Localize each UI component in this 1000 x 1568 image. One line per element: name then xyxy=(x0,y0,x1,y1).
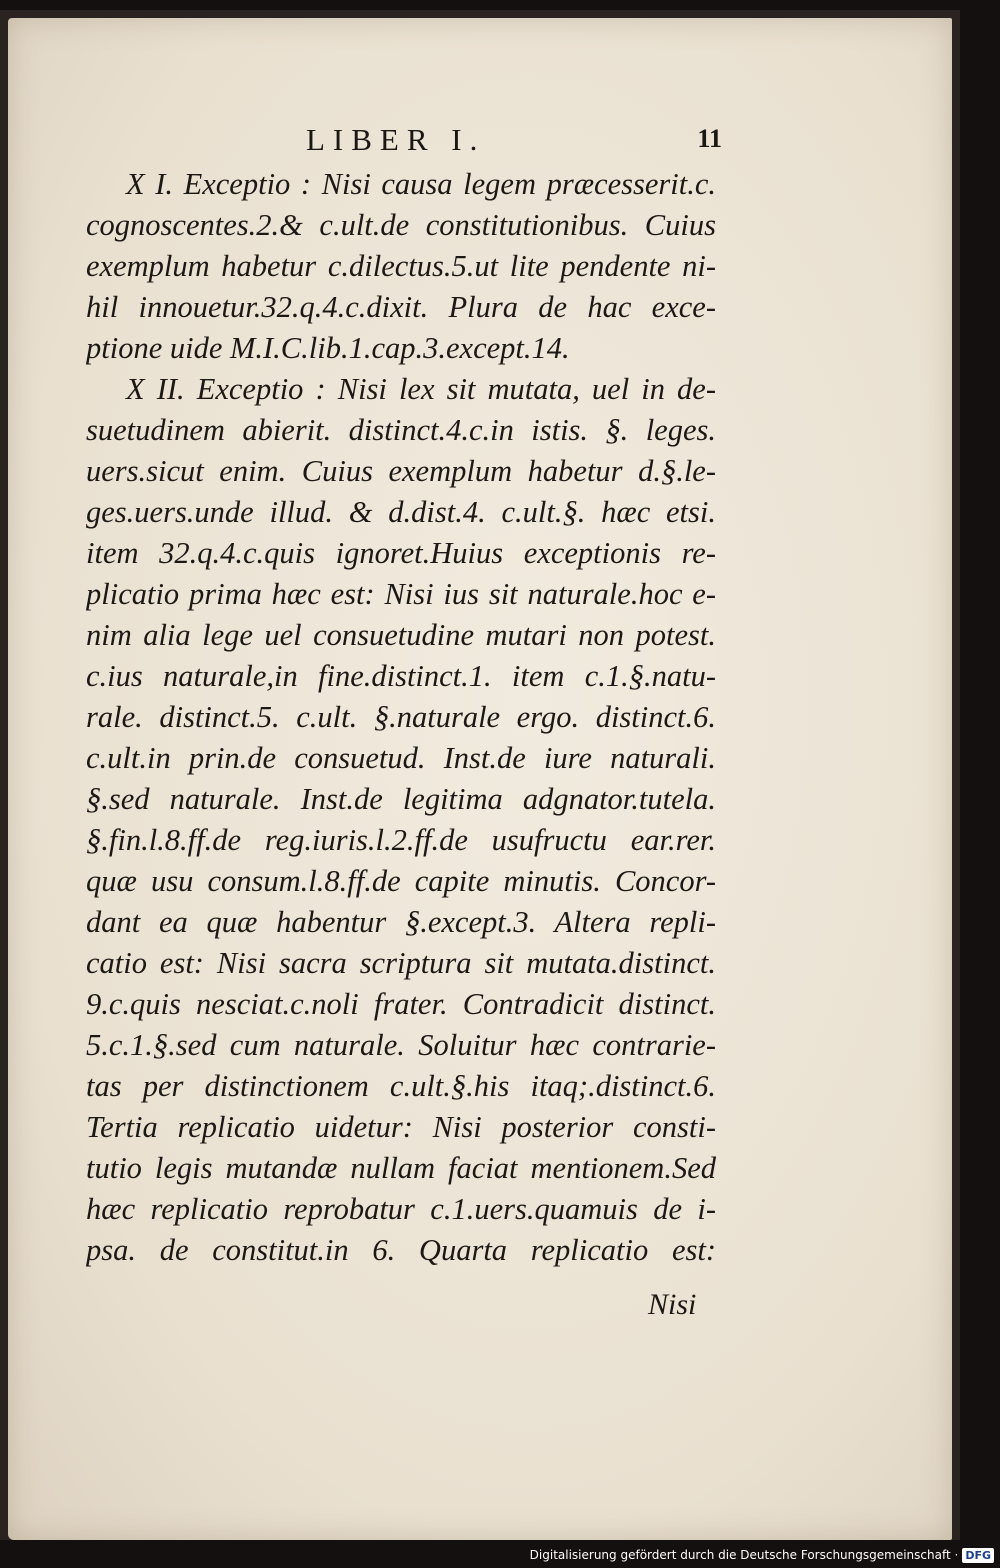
text-line: X II. Exceptio : Nisi lex sit mutata, uel in de- xyxy=(126,372,716,406)
credit-text: Digitalisierung gefördert durch die Deutsche Forschungsgemeinschaft · xyxy=(529,1548,959,1562)
text-line: tas per distinctionem c.ult.§.his itaq;.distinct.6. xyxy=(86,1069,716,1103)
text-line: item 32.q.4.c.quis ignoret.Huius exceptionis re- xyxy=(86,536,716,570)
text-line: nim alia lege uel consuetudine mutari non potest. xyxy=(86,618,716,652)
text-line: c.ius naturale,in fine.distinct.1. item c.1.§.natu- xyxy=(86,659,716,693)
text-line: dant ea quæ habentur §.except.3. Altera repli- xyxy=(86,905,716,939)
folio-number: 11 xyxy=(697,124,722,153)
text-line: catio est: Nisi sacra scriptura sit mutata.distinct. xyxy=(86,946,716,980)
dfg-logo-icon: DFG xyxy=(962,1548,994,1563)
text-line: quæ usu consum.l.8.ff.de capite minutis. Concor- xyxy=(86,864,716,898)
running-title: LIBER I. xyxy=(306,122,486,157)
text-line: tutio legis mutandæ nullam faciat mentionem.Sed xyxy=(86,1151,716,1185)
catchword: Nisi xyxy=(648,1288,697,1321)
text-line: hil innouetur.32.q.4.c.dixit. Plura de hac exce- xyxy=(86,290,716,324)
text-line: X I. Exceptio : Nisi causa legem præcesserit.c. xyxy=(126,167,716,201)
text-line: §.fin.l.8.ff.de reg.iuris.l.2.ff.de usufructu ear.rer. xyxy=(86,823,716,857)
text-line: c.ult.in prin.de consuetud. Inst.de iure naturali. xyxy=(86,741,716,775)
text-line: 9.c.quis nesciat.c.noli frater. Contradicit distinct. xyxy=(86,987,716,1021)
text-line: ges.uers.unde illud. & d.dist.4. c.ult.§. hæc etsi. xyxy=(86,495,716,529)
text-line: §.sed naturale. Inst.de legitima adgnator.tutela. xyxy=(86,782,716,816)
text-line: suetudinem abierit. distinct.4.c.in istis. §. leges. xyxy=(86,413,716,447)
book-page xyxy=(8,18,952,1540)
text-line: exemplum habetur c.dilectus.5.ut lite pendente ni- xyxy=(86,249,716,283)
text-line: ptione uide M.I.C.lib.1.cap.3.except.14. xyxy=(86,331,570,365)
text-line: cognoscentes.2.& c.ult.de constitutionibus. Cuius xyxy=(86,208,716,242)
text-line: psa. de constitut.in 6. Quarta replicatio est: xyxy=(86,1233,716,1267)
text-line: Tertia replicatio uidetur: Nisi posterior consti- xyxy=(86,1110,716,1144)
text-line: 5.c.1.§.sed cum naturale. Soluitur hæc contrarie- xyxy=(86,1028,716,1062)
digitization-credit xyxy=(530,1544,994,1566)
text-line: rale. distinct.5. c.ult. §.naturale ergo. distinct.6. xyxy=(86,700,716,734)
running-head xyxy=(92,122,722,162)
text-line: uers.sicut enim. Cuius exemplum habetur d.§.le- xyxy=(86,454,716,488)
body-text xyxy=(86,164,716,1271)
text-line: hæc replicatio reprobatur c.1.uers.quamuis de i- xyxy=(86,1192,716,1226)
text-line: plicatio prima hæc est: Nisi ius sit naturale.hoc e- xyxy=(86,577,716,611)
